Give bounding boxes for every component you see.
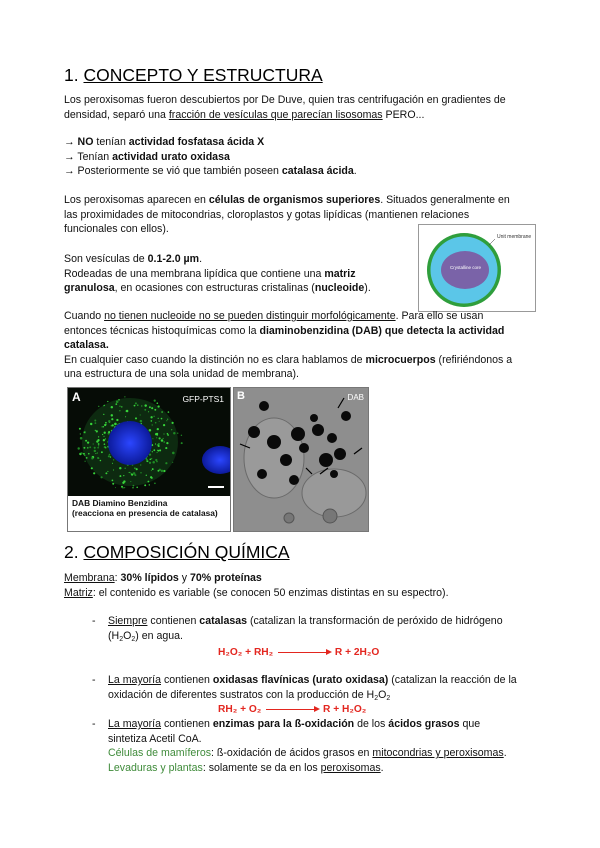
dab-peroxisome [280,454,292,466]
gfp-punctum [111,418,113,420]
gfp-punctum [96,430,98,432]
gfp-punctum [156,402,158,404]
gfp-punctum [124,396,125,397]
gfp-punctum [114,423,117,426]
gfp-punctum [119,475,121,477]
section1-number: 1. [64,65,79,85]
gfp-punctum [161,470,163,472]
gfp-punctum [135,402,137,404]
gfp-punctum [150,416,152,418]
gfp-punctum [130,481,131,482]
gfp-punctum [119,406,120,407]
gfp-punctum [177,433,178,434]
gfp-punctum [149,484,150,485]
gfp-punctum [163,424,165,426]
gfp-punctum [152,468,154,470]
dab-peroxisome [312,424,324,436]
gfp-punctum [95,453,96,454]
gfp-punctum [129,472,130,473]
gfp-punctum [105,438,106,439]
dab-peroxisome [267,435,281,449]
gfp-punctum [172,422,174,424]
gfp-punctum [98,406,99,407]
composition-item-2: La mayoría contienen oxidasas flavínicas (urato oxidasa) (catalizan la reacción de la oxidación de diferentes sustratos con la producción de $H_2O_2$ [108,674,517,702]
gfp-punctum [152,451,153,452]
gfp-punctum [108,455,110,457]
gfp-punctum [116,419,118,421]
gfp-punctum [79,428,81,430]
gfp-punctum [97,452,98,453]
gfp-punctum [149,453,151,455]
cells-paragraph: Los peroxisomas aparecen en células de organismos superiores. Situados generalmente en las proximidades de mitocondrias, cloroplastos y gotas lipídicas (mantienen relaciones funcionales con ellos). [64,194,510,236]
gfp-punctum [144,404,146,406]
gfp-punctum [165,462,167,464]
gfp-punctum [181,435,182,436]
nucleoid-paragraph: Cuando no tienen nucleoide no se pueden distinguir morfológicamente. Para ello se usan entonces técnicas histoquímicas como la diaminobenzidina (DAB) que detecta la actividad catalasa. En cualquier caso cuando la distinción no es clara hablamos de microcuerpos (refiriéndonos a una estructura de una sola unidad de membrana). [64,310,513,381]
gfp-punctum [152,438,153,439]
gfp-punctum [157,450,159,452]
gfp-punctum [151,458,152,459]
gfp-punctum [101,476,103,478]
gfp-punctum [90,423,92,425]
list-dash-2: - [92,674,96,686]
gfp-punctum [95,422,97,424]
gfp-punctum [140,464,141,465]
gfp-punctum [107,401,108,402]
gfp-punctum [87,447,88,448]
gfp-punctum [98,458,99,459]
gfp-punctum [89,446,91,448]
gfp-punctum [124,487,125,488]
gfp-punctum [150,476,152,478]
gfp-punctum [144,409,146,411]
gfp-punctum [80,437,83,440]
reaction-arrow-2 [266,709,318,710]
gfp-punctum [118,399,120,401]
gfp-punctum [140,420,143,423]
unit-membrane-label: Unit membrane [497,234,532,240]
size-paragraph: Son vesículas de 0.1-2.0 µm. Rodeadas de una membrana lipídica que contiene una matriz granulosa, en ocasiones con estructuras cristalinas (nucleoide). [64,253,371,295]
gfp-punctum [91,467,93,469]
oxidase-equation: RH₂ + O₂ R + H₂O₂ [218,704,367,715]
gfp-punctum [172,462,173,463]
gfp-punctum [149,429,152,432]
gfp-punctum [163,470,165,472]
gfp-punctum [121,406,122,407]
gfp-punctum [103,436,105,438]
gfp-punctum [101,451,103,453]
gfp-punctum [85,440,87,442]
gfp-punctum [153,416,154,417]
gfp-punctum [94,420,96,422]
gfp-punctum [124,467,126,469]
dab-peroxisome [334,448,346,460]
gfp-punctum [83,447,85,449]
gfp-punctum [136,487,138,489]
membrana-line: Membrana: 30% lípidos y 70% proteínas [64,572,262,584]
gfp-punctum [157,405,159,407]
gfp-punctum [107,471,108,472]
gfp-punctum [134,467,135,468]
gfp-punctum [125,416,126,417]
gfp-punctum [167,434,169,436]
gfp-punctum [103,405,104,406]
gfp-punctum [113,469,114,470]
gfp-punctum [122,487,124,489]
dab-peroxisome [341,411,351,421]
gfp-punctum [166,442,168,444]
gfp-punctum [111,406,113,408]
gfp-punctum [163,441,165,443]
gfp-punctum [108,420,110,422]
section1-intro [64,93,544,122]
gfp-punctum [131,474,133,476]
gfp-punctum [98,445,99,446]
gfp-punctum [112,424,114,426]
gfp-punctum [163,433,164,434]
peroxisome-diagram-svg [419,225,535,311]
gfp-punctum [161,439,164,442]
gfp-punctum [84,461,85,462]
gfp-punctum [119,410,120,411]
peroxisome-diagram [418,224,536,312]
gfp-punctum [112,480,114,482]
gfp-punctum [95,430,96,431]
section2-heading [64,542,290,562]
gfp-punctum [148,411,149,412]
gfp-punctum [159,449,161,451]
gfp-punctum [135,417,137,419]
gfp-punctum [115,487,116,488]
figure-caption: DAB Diamino Benzidina (reacciona en presencia de catalasa) [72,498,218,518]
intro-line-1: Los peroxisomas fueron descubiertos por De Duve, quien tras centrifugación en gradientes de [64,94,506,106]
gfp-punctum [154,399,156,401]
gfp-punctum [167,419,168,420]
gfp-punctum [130,472,131,473]
gfp-punctum [103,414,104,415]
gfp-punctum [105,447,106,448]
panel-b-label: DAB [347,393,364,402]
gfp-punctum [112,483,114,485]
discovery-points [64,135,544,179]
section1-heading [64,65,323,85]
gfp-punctum [77,447,79,449]
dab-peroxisome [259,401,269,411]
gfp-punctum [122,482,124,484]
dab-peroxisome [248,426,260,438]
gfp-punctum [154,409,156,411]
figure-panel-b [233,387,369,532]
section2-number: 2. [64,542,79,562]
list-dash-1: - [92,615,96,627]
gfp-punctum [109,454,111,456]
gfp-punctum [159,437,161,439]
gfp-punctum [112,463,113,464]
gfp-punctum [141,405,142,406]
gfp-punctum [119,467,121,469]
crystalline-core-label: Crystalline core [450,265,482,270]
gfp-punctum [147,481,149,483]
gfp-punctum [163,438,164,439]
gfp-punctum [97,447,99,449]
composition-item-1: Siempre contienen catalasas (catalizan la transformación de peróxido de hidrógeno $(H_2O_2)$ en agua. [108,615,503,643]
matriz-line: Matriz: el contenido es variable (se conocen 50 enzimas distintas en su espectro). [64,586,449,599]
gfp-punctum [158,418,159,419]
dab-peroxisome [291,427,305,441]
gfp-punctum [88,453,90,455]
mammal-line: Células de mamíferos: ß-oxidación de ácidos grasos en mitocondrias y peroxisomas. [108,747,507,760]
gfp-punctum [154,482,156,484]
point-2: → Tenían actividad urato oxidasa [64,150,230,163]
dab-peroxisome [327,433,337,443]
gfp-punctum [144,484,146,486]
dab-peroxisome [289,475,299,485]
gfp-punctum [155,443,156,444]
gfp-punctum [94,447,96,449]
gfp-punctum [165,447,167,449]
composition-paragraph [64,571,544,600]
dab-peroxisome [330,470,338,478]
crystalline-core [441,251,489,289]
dab-peroxisome [257,469,267,479]
gfp-punctum [173,432,175,434]
fluorescence-micrograph [68,388,230,496]
yeast-plant-line: Levaduras y plantas: solamente se da en los peroxisomas. [108,761,384,774]
gfp-punctum [168,411,170,413]
gfp-punctum [133,485,135,487]
gfp-punctum [152,461,155,464]
gfp-punctum [103,426,104,427]
gfp-punctum [97,439,99,441]
gfp-punctum [104,432,106,434]
gfp-punctum [84,454,86,456]
gfp-punctum [158,445,159,446]
figure-panel-a [67,387,231,532]
gfp-punctum [94,450,96,452]
gfp-punctum [102,426,103,427]
gfp-punctum [150,420,152,422]
gfp-punctum [133,472,136,475]
gfp-punctum [91,457,93,459]
dab-peroxisome [319,453,333,467]
gfp-punctum [80,433,81,434]
gfp-punctum [93,443,94,444]
gfp-punctum [149,458,151,460]
dab-peroxisome [310,414,318,422]
gfp-punctum [98,436,99,437]
gfp-punctum [156,437,157,438]
reaction-arrow-1 [278,652,330,653]
gfp-punctum [153,449,155,451]
panel-a-label: GFP-PTS1 [182,394,224,404]
gfp-punctum [155,422,157,424]
point-3: → Posteriormente se vió que también poseen catalasa ácida. [64,165,357,178]
gfp-punctum [151,470,152,471]
gfp-punctum [126,410,129,413]
intro-line-2: densidad, separó una fracción de vesículas que parecían lisosomas PERO... [64,108,425,121]
electron-micrograph-svg [234,388,368,531]
gfp-punctum [105,472,107,474]
gfp-punctum [136,468,138,470]
gfp-punctum [132,487,133,488]
gfp-punctum [161,411,163,413]
gfp-punctum [146,475,147,476]
gfp-punctum [123,475,124,476]
gfp-punctum [157,428,159,430]
gfp-punctum [105,422,107,424]
section1-title: CONCEPTO Y ESTRUCTURA [83,65,323,85]
gfp-punctum [111,414,113,416]
gfp-punctum [146,459,148,461]
gfp-punctum [134,405,136,407]
gfp-punctum [151,407,153,409]
gfp-punctum [116,400,119,403]
gfp-punctum [149,406,151,408]
cell-nucleus-1 [108,421,152,465]
gfp-punctum [100,460,102,462]
gfp-punctum [152,424,153,425]
dab-peroxisome [299,443,309,453]
gfp-punctum [86,457,88,459]
list-dash-3: - [92,718,96,730]
gfp-punctum [84,432,85,433]
gfp-punctum [157,470,159,472]
point-1: → NO tenían actividad fosfatasa ácida X [64,136,265,148]
gfp-punctum [103,439,105,441]
scale-bar [208,486,224,488]
gfp-punctum [172,452,175,455]
section2-title: COMPOSICIÓN QUÍMICA [83,542,290,562]
gfp-punctum [113,459,114,460]
gfp-punctum [93,472,95,474]
gfp-punctum [181,442,183,444]
gfp-punctum [108,431,110,433]
gfp-punctum [155,459,157,461]
gfp-punctum [149,462,151,464]
gfp-punctum [81,452,83,454]
gfp-punctum [161,418,163,420]
gfp-punctum [159,421,160,422]
gfp-punctum [104,443,106,445]
composition-item-3: La mayoría contienen enzimas para la ß-oxidación de los ácidos grasos que sintetiza Acetil CoA. Células de mamíferos: ß-oxidación de ácidos grasos en mitocondrias y peroxisomas. Levaduras y plantas: solamente se da en los peroxisomas. [108,717,558,775]
gfp-punctum [156,433,158,435]
catalase-equation: H₂O₂ + RH₂ R + 2H₂O [218,647,380,658]
gfp-punctum [156,452,157,453]
gfp-punctum [98,443,100,445]
panel-b-letter: B [237,390,245,402]
gfp-punctum [87,441,89,443]
gfp-punctum [171,429,172,430]
panel-a-letter: A [72,390,81,404]
gfp-punctum [137,404,138,405]
gfp-punctum [102,434,103,435]
gfp-punctum [140,472,142,474]
gfp-punctum [166,420,167,421]
gfp-punctum [115,403,117,405]
gfp-punctum [106,424,107,425]
gfp-punctum [110,456,112,458]
gfp-punctum [140,414,141,415]
